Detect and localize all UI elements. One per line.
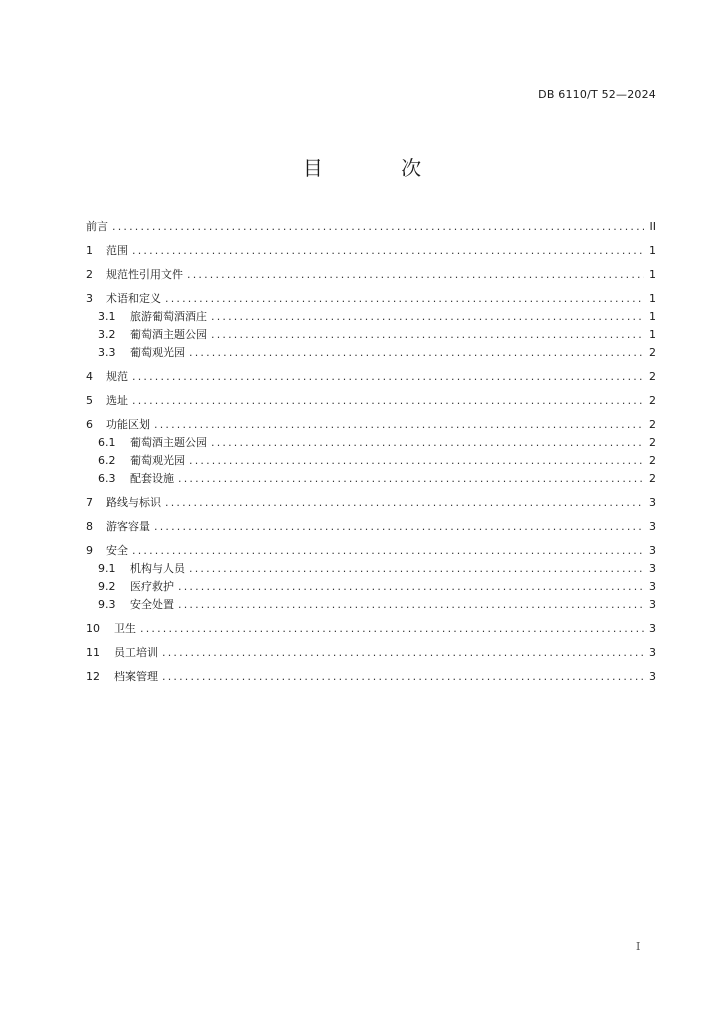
toc-entry-3[interactable]: [86, 290, 656, 308]
toc-entry-text: 卫生: [114, 622, 136, 635]
toc-entry-page: 1: [649, 310, 656, 323]
toc-entry-text: 配套设施: [130, 472, 174, 485]
toc-leader-dots: [132, 368, 644, 386]
toc-entry-6[interactable]: [86, 344, 656, 362]
toc-entry-page: 1: [649, 268, 656, 281]
toc-entry-0[interactable]: [86, 218, 656, 236]
toc-entry-text: 功能区划: [106, 418, 150, 431]
toc-entry-5[interactable]: [86, 326, 656, 344]
toc-entry-text: 路线与标识: [106, 496, 161, 509]
toc-entry-4[interactable]: [86, 308, 656, 326]
toc-leader-dots: [211, 308, 644, 326]
toc-entry-10[interactable]: [86, 434, 656, 452]
toc-entry-page: 3: [649, 646, 656, 659]
toc-entry-number: 9.1: [98, 562, 116, 575]
toc-entry-11[interactable]: [86, 452, 656, 470]
toc-leader-dots: [132, 542, 644, 560]
toc-leader-dots: [162, 644, 644, 662]
toc-entry-15[interactable]: [86, 542, 656, 560]
toc-entry-13[interactable]: [86, 494, 656, 512]
toc-entry-page: 1: [649, 244, 656, 257]
toc-leader-dots: [132, 392, 644, 410]
toc-entry-number: 8: [86, 520, 93, 533]
toc-entry-text: 档案管理: [114, 670, 158, 683]
toc-entry-number: 3: [86, 292, 93, 305]
toc-leader-dots: [211, 434, 644, 452]
toc-entry-page: 3: [649, 622, 656, 635]
toc-entry-number: 9: [86, 544, 93, 557]
toc-leader-dots: [165, 290, 644, 308]
toc-entry-number: 12: [86, 670, 100, 683]
toc-entry-page: 3: [649, 670, 656, 683]
toc-leader-dots: [187, 266, 644, 284]
toc-entry-page: 2: [649, 346, 656, 359]
toc-entry-text: 选址: [106, 394, 128, 407]
toc-entry-7[interactable]: [86, 368, 656, 386]
toc-entry-page: 3: [649, 544, 656, 557]
toc-entry-text: 规范: [106, 370, 128, 383]
toc-entry-text: 葡萄观光园: [130, 454, 185, 467]
toc-entry-text: 前言: [86, 220, 108, 233]
toc-entry-text: 葡萄酒主题公园: [130, 436, 207, 449]
toc-leader-dots: [178, 596, 644, 614]
toc-leader-dots: [132, 242, 644, 260]
toc-entry-text: 旅游葡萄酒酒庄: [130, 310, 207, 323]
page-title: 目 次: [302, 156, 458, 180]
toc-leader-dots: [162, 668, 644, 686]
toc-entry-text: 术语和定义: [106, 292, 161, 305]
toc-entry-number: 2: [86, 268, 93, 281]
toc-entry-page: 3: [649, 580, 656, 593]
toc-entry-2[interactable]: [86, 266, 656, 284]
toc-entry-text: 医疗救护: [130, 580, 174, 593]
toc-entry-1[interactable]: [86, 242, 656, 260]
toc-entry-text: 机构与人员: [130, 562, 185, 575]
toc-leader-dots: [178, 470, 644, 488]
toc-entry-page: 1: [649, 328, 656, 341]
toc-entry-number: 3.2: [98, 328, 116, 341]
page-number: I: [636, 940, 641, 953]
toc-leader-dots: [154, 416, 644, 434]
toc-entry-text: 葡萄酒主题公园: [130, 328, 207, 341]
toc-entry-9[interactable]: [86, 416, 656, 434]
toc-entry-text: 游客容量: [106, 520, 150, 533]
toc-leader-dots: [189, 452, 644, 470]
toc-entry-number: 10: [86, 622, 100, 635]
toc-entry-page: 2: [649, 436, 656, 449]
toc-entry-21[interactable]: [86, 668, 656, 686]
toc-leader-dots: [140, 620, 644, 638]
toc-entry-page: 1: [649, 292, 656, 305]
toc-entry-text: 安全: [106, 544, 128, 557]
toc-entry-number: 1: [86, 244, 93, 257]
toc-entry-page: 2: [649, 418, 656, 431]
toc-entry-number: 9.3: [98, 598, 116, 611]
toc-entry-16[interactable]: [86, 560, 656, 578]
toc-entry-page: 3: [649, 598, 656, 611]
toc-leader-dots: [211, 326, 644, 344]
toc-entry-page: II: [649, 220, 656, 233]
toc-entry-text: 葡萄观光园: [130, 346, 185, 359]
toc-entry-number: 6.3: [98, 472, 116, 485]
toc-entry-8[interactable]: [86, 392, 656, 410]
toc-entry-19[interactable]: [86, 620, 656, 638]
toc-leader-dots: [189, 344, 644, 362]
toc-entry-number: 6: [86, 418, 93, 431]
toc-entry-page: 2: [649, 472, 656, 485]
toc-entry-text: 安全处置: [130, 598, 174, 611]
toc-entry-number: 7: [86, 496, 93, 509]
toc-entry-text: 规范性引用文件: [106, 268, 183, 281]
toc-entry-17[interactable]: [86, 578, 656, 596]
toc-entry-number: 3.1: [98, 310, 116, 323]
toc-entry-page: 2: [649, 454, 656, 467]
toc-entry-text: 员工培训: [114, 646, 158, 659]
toc-entry-number: 5: [86, 394, 93, 407]
toc-entry-page: 3: [649, 496, 656, 509]
toc-leader-dots: [165, 494, 644, 512]
toc-entry-page: 3: [649, 520, 656, 533]
toc-entry-number: 11: [86, 646, 100, 659]
toc-entry-18[interactable]: [86, 596, 656, 614]
toc-leader-dots: [189, 560, 644, 578]
toc-entry-page: 3: [649, 562, 656, 575]
toc-entry-20[interactable]: [86, 644, 656, 662]
toc-entry-page: 2: [649, 394, 656, 407]
toc-leader-dots: [178, 578, 644, 596]
toc-entry-number: 6.2: [98, 454, 116, 467]
toc-entry-number: 3.3: [98, 346, 116, 359]
toc-entry-text: 范围: [106, 244, 128, 257]
toc-entry-14[interactable]: [86, 518, 656, 536]
toc-entry-number: 9.2: [98, 580, 116, 593]
document-id: DB 6110/T 52—2024: [538, 88, 656, 101]
toc-entry-number: 6.1: [98, 436, 116, 449]
toc-leader-dots: [154, 518, 644, 536]
table-of-contents: [86, 218, 656, 686]
toc-entry-number: 4: [86, 370, 93, 383]
toc-entry-12[interactable]: [86, 470, 656, 488]
toc-entry-page: 2: [649, 370, 656, 383]
toc-leader-dots: [112, 218, 644, 236]
